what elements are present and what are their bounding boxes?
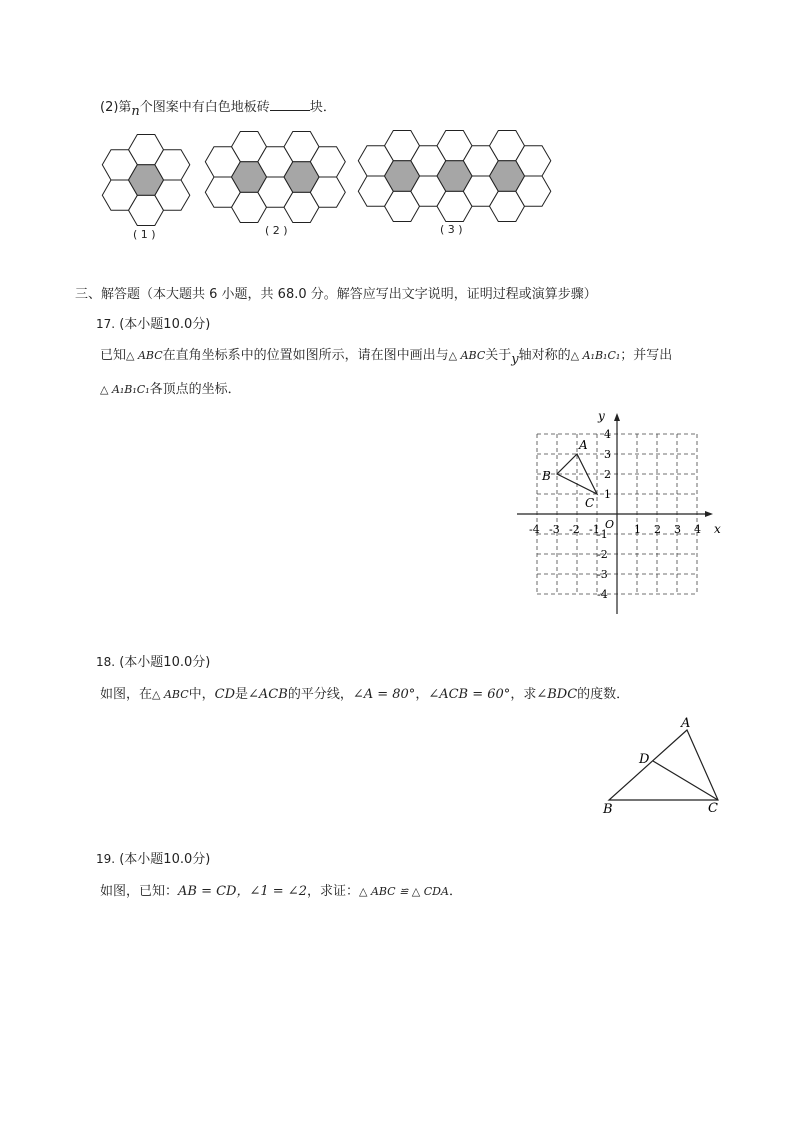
q16-part2-suffix: 块． xyxy=(309,100,336,115)
x-tick-label: 2 xyxy=(654,523,661,536)
y-tick-label: -2 xyxy=(597,548,608,561)
q19-claim: △ ABC ≌ △ CDA xyxy=(358,885,449,898)
q19-line xyxy=(100,880,462,899)
q18-label-d: D xyxy=(639,752,650,767)
q17-triangle-abc-2: △ ABC xyxy=(448,349,486,362)
q18-number: 18. xyxy=(96,655,116,669)
origin-label: O xyxy=(605,518,615,531)
q17-points: (本小题10.0分) xyxy=(119,317,211,332)
q18-label-a: A xyxy=(681,716,691,731)
q19-text-a: 如图，已知： xyxy=(100,884,179,899)
q16-caption-1: ( 1 ) xyxy=(133,228,156,241)
point-label-b: B xyxy=(542,469,551,483)
y-tick-label: -3 xyxy=(597,568,608,581)
q18-text-d: 的平分线， xyxy=(287,687,353,702)
x-tick-label: -1 xyxy=(589,523,600,536)
q19-header xyxy=(96,848,210,867)
section3-heading: 三、解答题（本大题共 6 小题，共 68.0 分。解答应写出文字说明，证明过程或演算步骤） xyxy=(75,287,597,302)
q18-bisector-cd xyxy=(653,761,718,800)
x-tick-label: -3 xyxy=(549,523,560,536)
q16-var-n: n xyxy=(131,104,140,119)
q18-triangle-abc: △ ABC xyxy=(152,688,189,701)
q17-triangle-a1b1c1-2: △ A₁B₁C₁ xyxy=(100,383,150,396)
q18-points: (本小题10.0分) xyxy=(119,655,211,670)
y-tick-label: 3 xyxy=(604,448,611,461)
q18-cond-a: ∠A = 80° xyxy=(352,687,416,702)
x-axis-label: x xyxy=(714,522,721,536)
q17-number: 17. xyxy=(96,317,116,331)
y-tick-label: -4 xyxy=(597,588,608,601)
q18-text-e: ，求 xyxy=(510,687,537,702)
x-tick-label: -2 xyxy=(569,523,580,536)
y-tick-label: 4 xyxy=(604,428,611,441)
x-tick-label: -4 xyxy=(529,523,540,536)
q17-text-e: ；并写出 xyxy=(620,348,673,363)
q19-conditions: AB = CD，∠1 = ∠2 xyxy=(178,884,307,899)
x-tick-label: 3 xyxy=(674,523,681,536)
q17-text-b: 在直角坐标系中的位置如图所示，请在图中画出与 xyxy=(162,348,449,363)
x-tick-label: 1 xyxy=(634,523,641,536)
point-label-a: A xyxy=(579,438,588,452)
q16-part2-prefix: (2)第 xyxy=(100,100,132,115)
y-tick-label: -1 xyxy=(597,528,608,541)
q19-number: 19. xyxy=(96,852,116,866)
y-tick-label: 2 xyxy=(604,468,611,481)
q18-cond-acb: ∠ACB = 60° xyxy=(428,687,511,702)
q19-end: ． xyxy=(448,884,462,899)
y-axis-label: y xyxy=(598,409,605,423)
q19-text-b: ，求证： xyxy=(306,884,359,899)
y-tick-label: 1 xyxy=(604,488,611,501)
q17-text-a: 已知 xyxy=(100,348,127,363)
q17-text-c: 关于 xyxy=(485,348,512,363)
q18-sep: ， xyxy=(415,687,429,702)
x-tick-label: 4 xyxy=(694,523,701,536)
q18-text-c: 是 xyxy=(235,687,249,702)
q16-caption-2: ( 2 ) xyxy=(265,224,288,237)
q19-points: (本小题10.0分) xyxy=(119,852,211,867)
q17-axis-y: y xyxy=(511,352,519,367)
point-label-c: C xyxy=(585,496,595,510)
q16-caption-3: ( 3 ) xyxy=(440,223,463,236)
q18-text-f: 的度数． xyxy=(577,687,630,702)
q16-part2-mid: 个图案中有白色地板砖 xyxy=(139,100,270,115)
q18-segment-cd: CD xyxy=(214,687,236,702)
q18-text-b: 中， xyxy=(188,687,215,702)
q18-text-a: 如图，在 xyxy=(100,687,153,702)
q17-triangle-abc: △ ABC xyxy=(126,349,163,362)
q17-triangle-a1b1c1: △ A₁B₁C₁ xyxy=(570,349,621,362)
q17-text-f: 各顶点的坐标． xyxy=(149,382,241,397)
q18-angle-acb: ∠ACB xyxy=(248,687,288,702)
q18-label-b: B xyxy=(603,802,613,817)
q17-text-d: 轴对称的 xyxy=(518,348,571,363)
q18-target-bdc: ∠BDC xyxy=(536,687,578,702)
q18-label-c: C xyxy=(708,801,718,816)
